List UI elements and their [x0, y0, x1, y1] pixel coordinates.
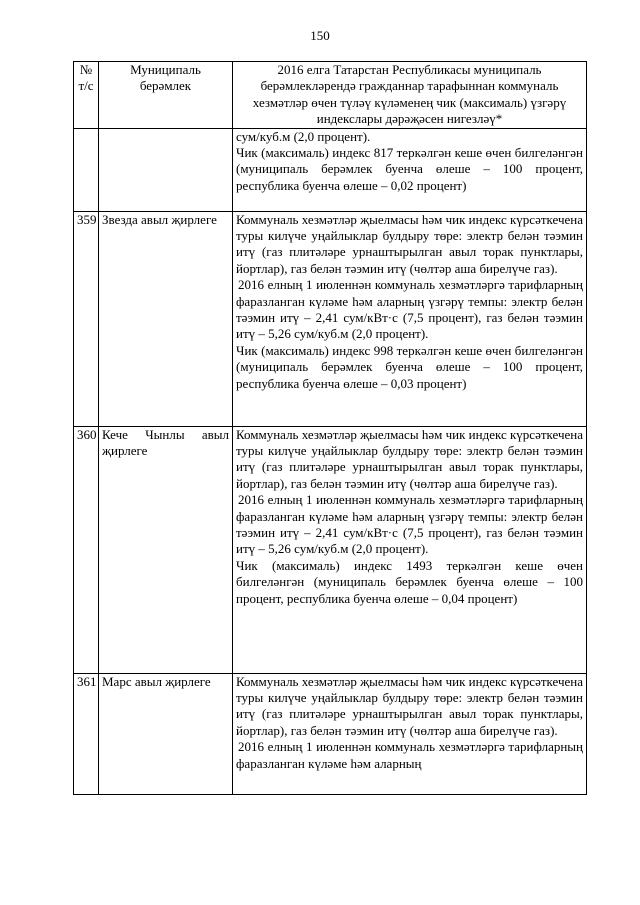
row-paragraph: Чик (максималь) индекс 1493 теркәлгән кеше өчен билгеләнгән (муниципаль берәмлек буенча өлеше – 100 процент, республика буенча өлеше – 0,04 процент) — [236, 557, 583, 606]
row-name-text: Кече Чынлы авыл җирлеге — [102, 426, 229, 459]
row-paragraph: сум/куб.м (2,0 процент). — [236, 128, 371, 144]
row-paragraph: 2016 елның 1 июленнән коммуналь хезмәтләргә тарифларның фаразланган күләме һәм аларның — [236, 739, 583, 771]
row-num — [74, 128, 99, 211]
page-number: 150 — [310, 28, 330, 43]
row-desc — [233, 128, 587, 211]
row-name — [99, 211, 233, 426]
row-name — [99, 673, 233, 794]
row-paragraph: 2016 елның 1 июленнән коммуналь хезмәтләргә тарифларның фаразланган күләме һәм аларның үзгәрү темпы: электр белән тәэмин итү – 2,41 сум/кВт·с (7,5 процент), газ белән тәэмин итү – 5,26 сум/куб.м (2,0 процент). — [236, 492, 583, 557]
row-name-text: Марс авыл җирлеге — [102, 673, 211, 689]
row-name — [99, 128, 233, 211]
header-desc: 2016 елга Татарстан Республикасы муниципаль берәмлекләрендә гражданнар тарафыннан коммуналь хезмәтләр өчен түләү күләменең чик (максималь) үзгәрү индекслары дәрәҗәсен нигезләү* — [233, 62, 587, 129]
row-paragraph: 2016 елның 1 июленнән коммуналь хезмәтләргә тарифларның фаразланган күләме һәм аларның үзгәрү темпы: электр белән тәэмин итү – 2,41 сум/кВт·с (7,5 процент), газ белән тәэмин итү – 5,26 сум/куб.м (2,0 процент). — [236, 277, 583, 342]
row-paragraph: Чик (максималь) индекс 817 теркәлгән кеше өчен билгеләнгән (муниципаль берәмлек буенча өлеше – 100 процент, республика буенча өлеше – 0,02 процент) — [236, 145, 583, 193]
table-header-row — [74, 62, 587, 129]
table-row — [74, 211, 587, 426]
row-name — [99, 426, 233, 673]
row-paragraph: Коммуналь хезмәтләр җыелмасы һәм чик индекс күрсәткечена туры килүче уңайлыклар булдыру төре: электр белән тәэмин итү (газ плитәләре урнаштырылган авыл торак пунктлары, йортлар), газ белән тәэмин итү (чөлтәр аша бирелүче газ). — [236, 673, 583, 738]
row-desc — [233, 211, 587, 426]
row-num: 360 — [74, 426, 99, 673]
row-paragraph: Коммуналь хезмәтләр җыелмасы һәм чик индекс күрсәткечена туры килүче уңайлыклар булдыру төре: электр белән тәэмин итү (газ плитәләре урнаштырылган авыл торак пунктлары, йортлар), газ белән тәэмин итү (чөлтәр аша бирелүче газ). — [236, 426, 583, 491]
row-num: 359 — [74, 211, 99, 426]
table-row — [74, 128, 587, 211]
row-desc — [233, 673, 587, 794]
table-row — [74, 673, 587, 794]
row-name-text: Звезда авыл җирлеге — [102, 211, 217, 227]
header-name: Муниципаль берәмлек — [99, 62, 233, 129]
row-paragraph: Чик (максималь) индекс 998 теркәлгән кеше өчен билгеләнгән (муниципаль берәмлек буенча өлеше – 100 процент, республика буенча өлеше – 0,03 процент) — [236, 342, 583, 391]
header-num: № т/с — [74, 62, 99, 129]
row-num: 361 — [74, 673, 99, 794]
tariff-table — [73, 61, 587, 795]
table-row — [74, 426, 587, 673]
row-paragraph: Коммуналь хезмәтләр җыелмасы һәм чик индекс күрсәткечена туры килүче уңайлыклар булдыру төре: электр белән тәэмин итү (газ плитәләре урнаштырылган авыл торак пунктлары, йортлар), газ белән тәэмин итү (чөлтәр аша бирелүче газ). — [236, 211, 583, 276]
row-desc — [233, 426, 587, 673]
